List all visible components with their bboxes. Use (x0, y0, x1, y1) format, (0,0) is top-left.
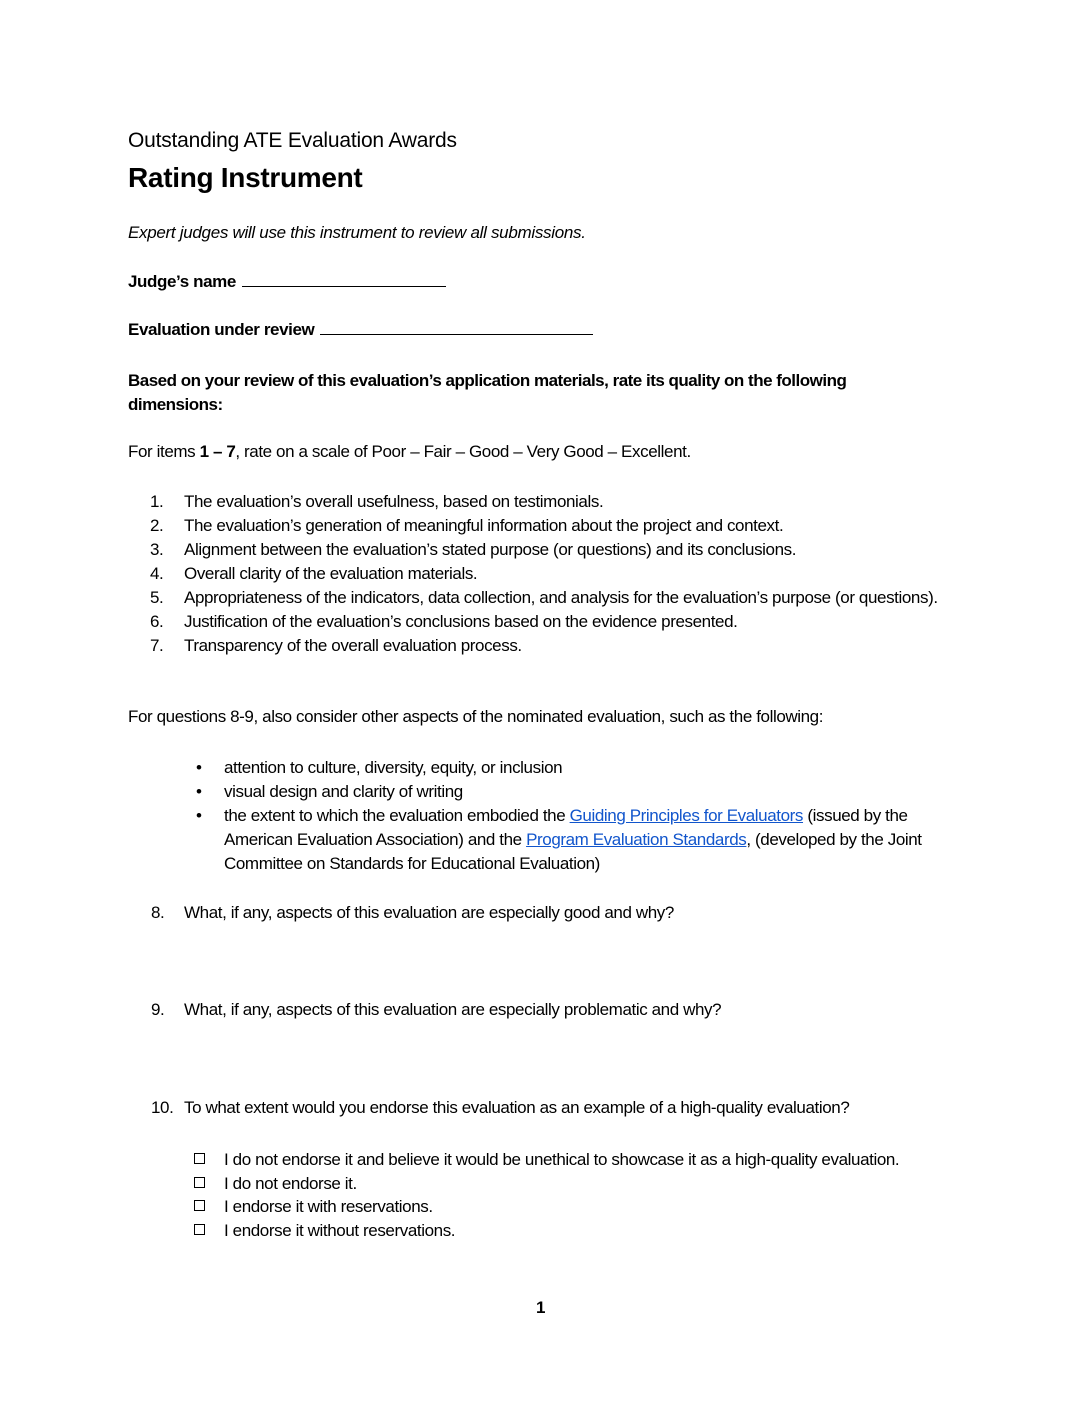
checkbox-icon[interactable] (194, 1177, 205, 1188)
document-subtitle: Outstanding ATE Evaluation Awards (128, 129, 457, 152)
list-item (196, 756, 966, 780)
intro-text: Expert judges will use this instrument to review all submissions. (128, 223, 586, 242)
question-9 (151, 1000, 721, 1020)
item-text: Appropriateness of the indicators, data collection, and analysis for the evaluation’s purpose (or questions). (184, 588, 938, 607)
item-text: The evaluation’s overall usefulness, based on testimonials. (184, 492, 604, 511)
program-evaluation-standards-link[interactable]: Program Evaluation Standards (526, 830, 747, 849)
option-label: I do not endorse it and believe it would be unethical to showcase it as a high-quality evaluation. (224, 1150, 900, 1169)
question-number: 10. (151, 1098, 174, 1117)
option-label: I endorse it with reservations. (224, 1197, 433, 1216)
question-number: 8. (151, 903, 165, 922)
page-number: 1 (536, 1298, 546, 1317)
evaluation-under-review-label: Evaluation under review (128, 320, 315, 339)
scale-suffix: , rate on a scale of Poor – Fair – Good – Very Good – Excellent. (235, 442, 691, 461)
question-text: What, if any, aspects of this evaluation are especially problematic and why? (184, 1000, 722, 1019)
list-item (150, 538, 960, 562)
endorse-option-with-reservations[interactable] (194, 1195, 934, 1219)
list-item (196, 780, 966, 804)
item-text: Transparency of the overall evaluation process. (184, 636, 522, 655)
judge-name-label: Judge’s name (128, 272, 236, 291)
endorse-option-do-not-endorse[interactable] (194, 1172, 934, 1196)
list-item (150, 610, 960, 634)
question-8 (151, 903, 674, 923)
considerations-list (196, 756, 966, 876)
item-number: 7. (150, 636, 164, 655)
list-item (150, 634, 960, 658)
item-number: 4. (150, 564, 164, 583)
item-number: 3. (150, 540, 164, 559)
rating-instructions: Based on your review of this evaluation’s application materials, rate its quality on the following dimensions: (128, 371, 847, 414)
consider-intro: For questions 8-9, also consider other aspects of the nominated evaluation, such as the following: (128, 707, 824, 726)
judge-name-field (128, 272, 446, 292)
item-text: Alignment between the evaluation’s stated purpose (or questions) and its conclusions. (184, 540, 797, 559)
judge-name-blank[interactable] (242, 272, 446, 287)
list-item (196, 804, 966, 876)
item-text: visual design and clarity of writing (224, 782, 463, 801)
item-text: The evaluation’s generation of meaningful information about the project and context. (184, 516, 784, 535)
checkbox-icon[interactable] (194, 1224, 205, 1235)
item-number: 6. (150, 612, 164, 631)
question-text: What, if any, aspects of this evaluation are especially good and why? (184, 903, 674, 922)
item-text: Justification of the evaluation’s conclusions based on the evidence presented. (184, 612, 738, 631)
item-number: 1. (150, 492, 164, 511)
bullet-icon: • (196, 782, 202, 801)
item-text: attention to culture, diversity, equity, or inclusion (224, 758, 563, 777)
scale-range: 1 – 7 (199, 442, 236, 461)
document-title: Rating Instrument (128, 162, 363, 193)
evaluation-under-review-blank[interactable] (320, 320, 593, 335)
item-text-part: , (developed by the Joint Committee on Standards for Educational Evaluation) (224, 830, 922, 873)
endorse-option-without-reservations[interactable] (194, 1219, 934, 1243)
guiding-principles-link[interactable]: Guiding Principles for Evaluators (569, 806, 804, 825)
item-text-part: (issued by the American Evaluation Association) and the (224, 806, 908, 849)
list-item (150, 490, 960, 514)
item-text: Overall clarity of the evaluation materials. (184, 564, 478, 583)
list-item (150, 562, 960, 586)
endorse-option-unethical[interactable] (194, 1148, 934, 1172)
evaluation-under-review-field (128, 320, 593, 340)
option-label: I do not endorse it. (224, 1173, 357, 1193)
bullet-icon: • (196, 758, 202, 777)
checkbox-icon[interactable] (194, 1153, 205, 1164)
scale-prefix: For items (128, 442, 200, 461)
rating-scale-text (128, 442, 691, 462)
item-number: 5. (150, 588, 164, 607)
bullet-icon: • (196, 806, 202, 825)
question-number: 9. (151, 1000, 165, 1019)
list-item (150, 514, 960, 538)
question-text: To what extent would you endorse this evaluation as an example of a high-quality evaluation? (184, 1098, 850, 1117)
rated-items-list (150, 490, 960, 658)
question-10 (151, 1098, 849, 1118)
checkbox-icon[interactable] (194, 1200, 205, 1211)
option-label: I endorse it without reservations. (224, 1220, 456, 1240)
list-item (150, 586, 960, 610)
item-number: 2. (150, 516, 164, 535)
endorsement-options (194, 1148, 934, 1242)
item-text-part: the extent to which the evaluation embodied the (224, 806, 570, 825)
